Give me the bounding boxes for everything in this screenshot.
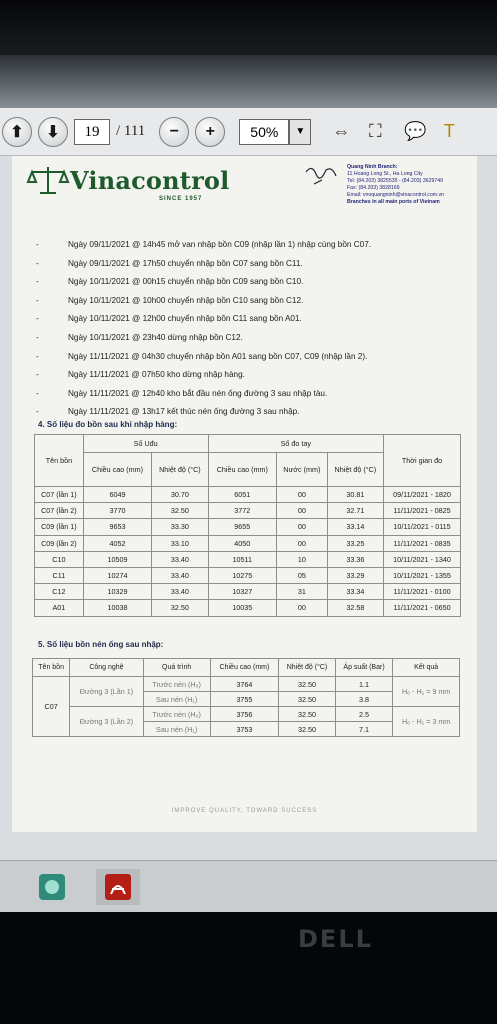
table-cell: 7.1 (335, 722, 392, 737)
pdf-reader-icon (103, 872, 133, 902)
table-cell: 33.30 (152, 519, 208, 535)
column-header: Nhiệt độ (°C) (327, 453, 383, 487)
table-cell: 32.50 (152, 503, 208, 519)
table-cell: 00 (277, 519, 328, 535)
section-4-title: 4. Số liệu đo bồn sau khi nhập hàng: (38, 420, 178, 429)
monitor-bezel-top (0, 0, 497, 55)
table-cell: 11/11/2021 - 0100 (384, 584, 461, 600)
table-cell: 32.50 (279, 677, 336, 692)
branch-line: Tel: (84.203) 3825535 - (84.203) 3629749 (347, 178, 444, 184)
speech-bubble-icon: 💬 (404, 121, 427, 141)
scales-logo-icon (26, 164, 70, 196)
table-cell: 10275 (208, 567, 276, 583)
list-item: - Ngày 10/11/2021 @ 00h15 chuyển nhập bồn C09 sang bồn C10. (36, 277, 304, 287)
company-logo-text: Vinacontrol (70, 166, 230, 195)
table-cell: 11/11/2021 - 0835 (384, 535, 461, 551)
column-header: Chiều cao (mm) (208, 453, 276, 487)
letterhead (22, 160, 472, 222)
column-header: Thời gian đo (384, 435, 461, 487)
column-header: Quá trình (143, 659, 210, 677)
table-cell: 32.50 (279, 722, 336, 737)
text-tool-button[interactable] (435, 118, 463, 146)
table-cell: 10038 (83, 600, 151, 616)
chevron-down-icon: ▼ (295, 125, 306, 137)
event-text: Ngày 10/11/2021 @ 10h00 chuyển nhập bồn C10 sang bồn C12. (68, 295, 304, 305)
event-text: Ngày 10/11/2021 @ 23h40 dừng nhập bồn C12. (68, 332, 243, 342)
table-cell: 33.10 (152, 535, 208, 551)
table-cell: 10/11/2021 - 1340 (384, 551, 461, 567)
table-cell: Đường 3 (Lần 1) (70, 677, 143, 707)
event-text: Ngày 10/11/2021 @ 00h15 chuyển nhập bồn C09 sang bồn C10. (68, 277, 304, 287)
table-cell: 33.25 (327, 535, 383, 551)
table-cell: H₀ - H₁ = 9 mm (393, 677, 460, 707)
minus-icon: − (169, 122, 179, 140)
table-cell: 30.81 (327, 487, 383, 503)
list-item: - Ngày 10/11/2021 @ 12h00 chuyển nhập bồn C11 sang bồn A01. (36, 314, 302, 324)
column-header: Nước (mm) (277, 453, 328, 487)
window-edge (0, 55, 497, 110)
branch-line: 11 Hoang Long St., Ha Long City (347, 171, 423, 177)
table-cell: 05 (277, 567, 328, 583)
comment-button[interactable] (401, 118, 429, 146)
table-cell: 4050 (208, 535, 276, 551)
table-cell: 11/11/2021 - 0650 (384, 600, 461, 616)
table-cell: C07 (lần 1) (35, 487, 84, 503)
table-cell: A01 (35, 600, 84, 616)
table-cell: 3755 (210, 692, 279, 707)
column-header: Nhiệt độ (°C) (279, 659, 336, 677)
column-header: Kết quả (393, 659, 460, 677)
next-page-button[interactable] (38, 117, 68, 147)
table-cell: 00 (277, 600, 328, 616)
table-cell: 9653 (83, 519, 151, 535)
table-cell: 00 (277, 535, 328, 551)
taskbar-pdf-reader-button[interactable] (96, 869, 140, 905)
table-cell: 11/11/2021 - 0825 (384, 503, 461, 519)
page-footer-slogan: IMPROVE QUALITY, TOWARD SUCCESS (171, 808, 318, 814)
event-text: Ngày 11/11/2021 @ 13h17 kết thúc nén ống đường 3 sau nhập. (68, 407, 300, 417)
table-cell: C07 (33, 677, 70, 737)
logo-since-text: SINCE 1957 (159, 196, 203, 202)
table-row (35, 503, 461, 519)
green-app-icon (37, 872, 67, 902)
section-5-title: 5. Số liệu bồn nén ống sau nhập: (38, 640, 164, 649)
column-header: Số đo tay (208, 435, 383, 453)
table-cell: 32.58 (327, 600, 383, 616)
table-row (33, 707, 460, 722)
table-cell: 32.71 (327, 503, 383, 519)
table-cell: 1.1 (335, 677, 392, 692)
table-cell: 33.14 (327, 519, 383, 535)
fit-width-icon: ⇔ (332, 121, 351, 141)
table-row (35, 487, 461, 503)
table-cell: 3756 (210, 707, 279, 722)
table-cell: 4052 (83, 535, 151, 551)
table-cell: 00 (277, 503, 328, 519)
signature-icon (302, 162, 342, 192)
column-header: Số Uđu (83, 435, 208, 453)
event-text: Ngày 11/11/2021 @ 04h30 chuyển nhập bồn A01 sang bồn C07, C09 (nhập lần 2). (68, 351, 368, 361)
fit-page-icon: ⛶ (369, 121, 382, 141)
event-text: Ngày 11/11/2021 @ 07h50 kho dừng nhập hàng. (68, 370, 245, 380)
table-cell: 31 (277, 584, 328, 600)
table-cell: H₀ - H₁ = 3 mm (393, 707, 460, 737)
dell-logo: DELL (298, 925, 373, 953)
table-cell: Trước nén (H₀) (143, 707, 210, 722)
table-cell: 09/11/2021 - 1820 (384, 487, 461, 503)
taskbar-app-button[interactable] (30, 869, 74, 905)
table-row (35, 600, 461, 616)
table-cell: 3772 (208, 503, 276, 519)
table-cell: 6049 (83, 487, 151, 503)
table-cell: 9655 (208, 519, 276, 535)
list-item: - Ngày 11/11/2021 @ 04h30 chuyển nhập bồn A01 sang bồn C07, C09 (nhập lần 2). (36, 351, 368, 361)
pipe-compression-table (32, 658, 460, 737)
event-text: Ngày 09/11/2021 @ 17h50 chuyển nhập bồn C07 sang bồn C11. (68, 258, 303, 268)
plus-icon: + (205, 122, 215, 140)
table-row (33, 677, 460, 692)
monitor-bezel-bottom (0, 912, 497, 1024)
table-cell: 6051 (208, 487, 276, 503)
table-cell: 10 (277, 551, 328, 567)
table-cell: 10035 (208, 600, 276, 616)
column-header: Chiều cao (mm) (83, 453, 151, 487)
column-header: Tên bồn (35, 435, 84, 487)
taskbar (0, 860, 497, 912)
fit-page-button[interactable] (361, 118, 389, 146)
fit-width-button[interactable] (327, 118, 355, 146)
table-cell: 10329 (83, 584, 151, 600)
table-cell: 33.40 (152, 584, 208, 600)
branch-line: Quang Ninh Branch: (347, 164, 398, 170)
table-row (35, 567, 461, 583)
arrow-up-icon: ⬆ (10, 123, 24, 141)
table-cell: C10 (35, 551, 84, 567)
table-cell: Sau nén (H₁) (143, 692, 210, 707)
zoom-in-button[interactable] (195, 117, 225, 147)
table-cell: 33.29 (327, 567, 383, 583)
table-cell: C11 (35, 567, 84, 583)
table-cell: C09 (lần 1) (35, 519, 84, 535)
table-cell: 33.40 (152, 567, 208, 583)
table-cell: 10274 (83, 567, 151, 583)
tank-measurement-table (34, 434, 461, 617)
zoom-dropdown-button[interactable] (289, 119, 311, 145)
branch-line: Email: vnoquangninh@vinacontrol.com.vn (347, 192, 444, 198)
table-cell: 30.70 (152, 487, 208, 503)
list-item: - Ngày 11/11/2021 @ 07h50 kho dừng nhập hàng. (36, 370, 245, 380)
page-total-label: / 111 (116, 123, 146, 139)
event-text: Ngày 10/11/2021 @ 12h00 chuyển nhập bồn C11 sang bồn A01. (68, 314, 302, 324)
column-header: Công nghệ (70, 659, 143, 677)
event-text: Ngày 09/11/2021 @ 14h45 mở van nhập bồn C09 (nhập lần 1) nhập cùng bồn C07. (68, 240, 372, 249)
table-cell: 10/11/2021 - 1355 (384, 567, 461, 583)
pdf-page (12, 156, 477, 832)
arrow-down-icon: ⬇ (46, 123, 60, 141)
text-box-icon: T (443, 121, 455, 141)
column-header: Nhiệt độ (°C) (152, 453, 208, 487)
table-row (35, 551, 461, 567)
table-cell: 2.5 (335, 707, 392, 722)
table-cell: Sau nén (H₁) (143, 722, 210, 737)
table-row (35, 584, 461, 600)
table-cell: 00 (277, 487, 328, 503)
table-cell: 3753 (210, 722, 279, 737)
zoom-out-button[interactable] (159, 117, 189, 147)
table-cell: 32.50 (279, 692, 336, 707)
table-cell: 32.50 (279, 707, 336, 722)
list-item: - Ngày 10/11/2021 @ 10h00 chuyển nhập bồn C10 sang bồn C12. (36, 295, 304, 305)
pdf-toolbar (0, 108, 497, 156)
branch-address (347, 164, 477, 206)
page-number-input[interactable]: 19 (74, 119, 110, 145)
column-header: Áp suất (Bar) (335, 659, 392, 677)
table-cell: 32.50 (152, 600, 208, 616)
list-item: - Ngày 09/11/2021 @ 17h50 chuyển nhập bồn C07 sang bồn C11. (36, 258, 303, 268)
column-header: Chiều cao (mm) (210, 659, 279, 677)
branch-line: Fax: (84.203) 3828169 (347, 185, 400, 191)
branch-line: Branches in all main ports of Vietnam (347, 199, 440, 205)
table-row (35, 519, 461, 535)
table-cell: 3.8 (335, 692, 392, 707)
table-cell: 33.34 (327, 584, 383, 600)
table-cell: C09 (lần 2) (35, 535, 84, 551)
table-cell: 10/11/2021 - 0115 (384, 519, 461, 535)
zoom-level-input[interactable]: 50% (239, 119, 289, 145)
table-cell: 10509 (83, 551, 151, 567)
list-item: - Ngày 11/11/2021 @ 13h17 kết thúc nén ống đường 3 sau nhập. (36, 407, 300, 417)
table-cell: C07 (lần 2) (35, 503, 84, 519)
table-cell: Trước nén (H₀) (143, 677, 210, 692)
table-cell: C12 (35, 584, 84, 600)
event-text: Ngày 11/11/2021 @ 12h40 kho bắt đầu nén ống đường 3 sau nhập tàu. (68, 388, 328, 398)
column-header: Tên bồn (33, 659, 70, 677)
list-item: - Ngày 11/11/2021 @ 12h40 kho bắt đầu nén ống đường 3 sau nhập tàu. (36, 388, 328, 398)
table-cell: 10511 (208, 551, 276, 567)
table-row (35, 535, 461, 551)
previous-page-button[interactable] (2, 117, 32, 147)
table-cell: 3770 (83, 503, 151, 519)
table-cell: 33.36 (327, 551, 383, 567)
table-cell: Đường 3 (Lần 2) (70, 707, 143, 737)
event-list (32, 236, 472, 422)
list-item: - Ngày 10/11/2021 @ 23h40 dừng nhập bồn C12. (36, 332, 243, 342)
table-cell: 10327 (208, 584, 276, 600)
table-cell: 3764 (210, 677, 279, 692)
list-item: - Ngày 09/11/2021 @ 14h45 mở van nhập bồn C09 (nhập lần 1) nhập cùng bồn C07. (36, 240, 372, 249)
table-cell: 33.40 (152, 551, 208, 567)
